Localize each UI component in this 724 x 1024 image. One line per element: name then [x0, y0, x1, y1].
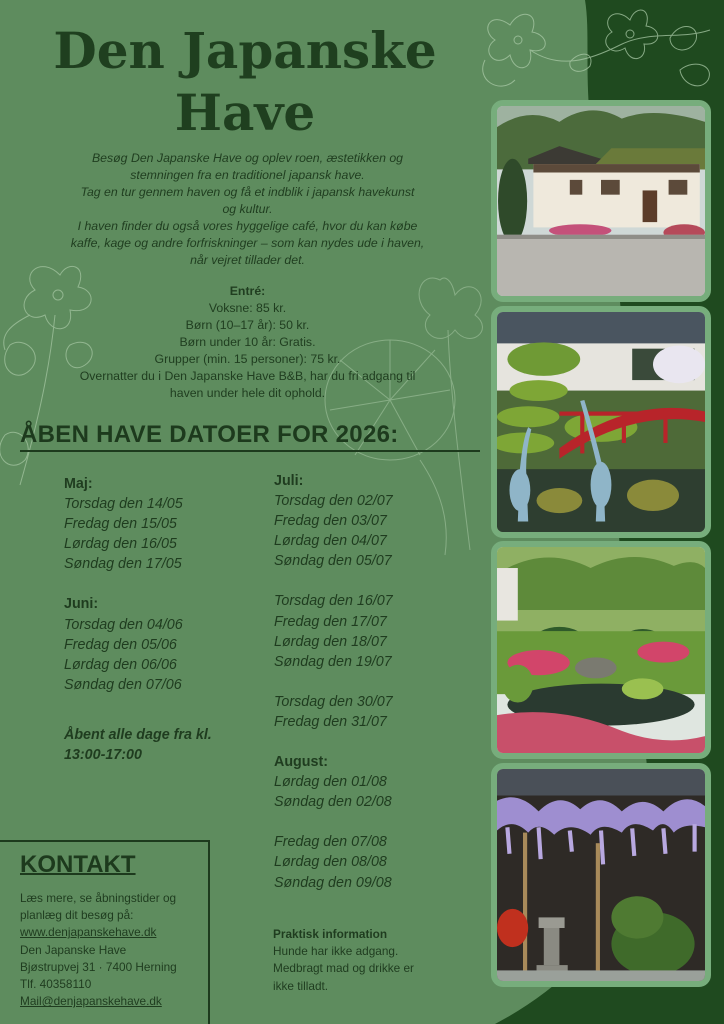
- entry-line: Overnatter du i Den Japanske Have B&B, har du fri adgang til: [79, 369, 416, 383]
- contact-intro-line: planlæg dit besøg på:: [20, 908, 134, 923]
- intro-line: kaffe, kage og andre forfriskninger – som kan nydes ude i haven,: [70, 236, 425, 250]
- intro-line: I haven finder du også vores hyggelige café, hvor du kan købe: [77, 219, 418, 233]
- entry-line: Børn under 10 år: Gratis.: [179, 335, 316, 349]
- entry-line: haven under hele dit ophold.: [169, 386, 326, 400]
- dates-column-left: [64, 474, 212, 765]
- title-line-2: Have: [174, 83, 316, 142]
- red-bridge-photo: [491, 306, 711, 538]
- date-item: Torsdag den 14/05: [64, 496, 183, 513]
- month-heading-july: Juli:: [274, 473, 304, 489]
- date-item: Fredag den 15/05: [64, 516, 177, 533]
- practical-info-title: Praktisk information: [273, 927, 388, 941]
- intro-text: [60, 150, 435, 269]
- date-item: Fredag den 07/08: [274, 834, 387, 851]
- website-link[interactable]: www.denjapanskehave.dk: [20, 925, 157, 940]
- date-item: Fredag den 05/06: [64, 636, 177, 653]
- wisteria-pergola-photo: [491, 763, 711, 987]
- date-item: Lørdag den 08/08: [274, 854, 387, 871]
- title-line-1: Den Japanske: [53, 21, 437, 80]
- date-item: Lørdag den 04/07: [274, 533, 387, 550]
- entry-line: Børn (10–17 år): 50 kr.: [185, 318, 310, 332]
- date-item: Lørdag den 06/06: [64, 656, 177, 673]
- practical-info-line: Hunde har ikke adgang.: [273, 944, 399, 959]
- practical-info-line: Medbragt mad og drikke er: [273, 961, 414, 976]
- date-item: Torsdag den 04/06: [64, 616, 183, 633]
- contact-phone: Tlf. 40358110: [20, 977, 92, 992]
- date-item: Søndag den 05/07: [274, 553, 392, 570]
- date-item: Fredag den 03/07: [274, 513, 387, 530]
- entry-line: Voksne: 85 kr.: [208, 301, 287, 315]
- practical-info-line: ikke tilladt.: [273, 978, 329, 993]
- intro-line: stemningen fra en traditionel japansk have.: [130, 168, 365, 182]
- date-item: Søndag den 09/08: [274, 874, 392, 891]
- entry-prices: [55, 283, 440, 402]
- date-item: Lørdag den 01/08: [274, 774, 387, 791]
- intro-line: Besøg Den Japanske Have og oplev roen, æstetikken og: [91, 151, 404, 165]
- entry-line: Grupper (min. 15 personer): 75 kr.: [154, 352, 341, 366]
- date-item: Fredag den 17/07: [274, 613, 387, 630]
- dates-column-right: [274, 471, 393, 893]
- opening-hours-line-2: 13:00-17:00: [64, 747, 142, 764]
- date-item: Lørdag den 16/05: [64, 536, 177, 553]
- intro-line: når vejret tillader det.: [190, 253, 305, 267]
- contact-address: Bjøstrupvej 31 · 7400 Herning: [20, 959, 177, 974]
- open-dates-heading: ÅBEN HAVE DATOER FOR 2026:: [20, 420, 480, 452]
- intro-line: og kultur.: [222, 202, 273, 216]
- practical-info: [273, 926, 458, 995]
- date-item: Søndag den 02/08: [274, 794, 392, 811]
- date-item: Lørdag den 18/07: [274, 633, 387, 650]
- contact-details: [20, 890, 210, 1010]
- date-item: Fredag den 31/07: [274, 713, 387, 730]
- date-item: Søndag den 17/05: [64, 556, 182, 573]
- month-heading-may: Maj:: [64, 476, 93, 492]
- page-title: [20, 20, 470, 144]
- date-item: Søndag den 19/07: [274, 653, 392, 670]
- month-heading-june: Juni:: [64, 596, 99, 613]
- intro-line: Tag en tur gennem haven og få et indblik i japansk havekunst: [80, 185, 415, 199]
- month-heading-august: August:: [274, 754, 328, 771]
- date-item: Søndag den 07/06: [64, 676, 182, 693]
- garden-house-photo: [491, 100, 711, 302]
- pond-garden-photo: [491, 541, 711, 759]
- contact-intro-line: Læs mere, se åbningstider og: [20, 891, 177, 905]
- contact-name: Den Japanske Have: [20, 942, 127, 957]
- date-item: Torsdag den 30/07: [274, 693, 393, 710]
- date-item: Torsdag den 02/07: [274, 493, 393, 510]
- opening-hours-line-1: Åbent alle dage fra kl.: [64, 726, 212, 743]
- contact-title: KONTAKT: [20, 851, 136, 878]
- date-item: Torsdag den 16/07: [274, 593, 393, 610]
- email-link[interactable]: Mail@denjapanskehave.dk: [20, 994, 162, 1009]
- entry-title: Entré:: [229, 284, 266, 298]
